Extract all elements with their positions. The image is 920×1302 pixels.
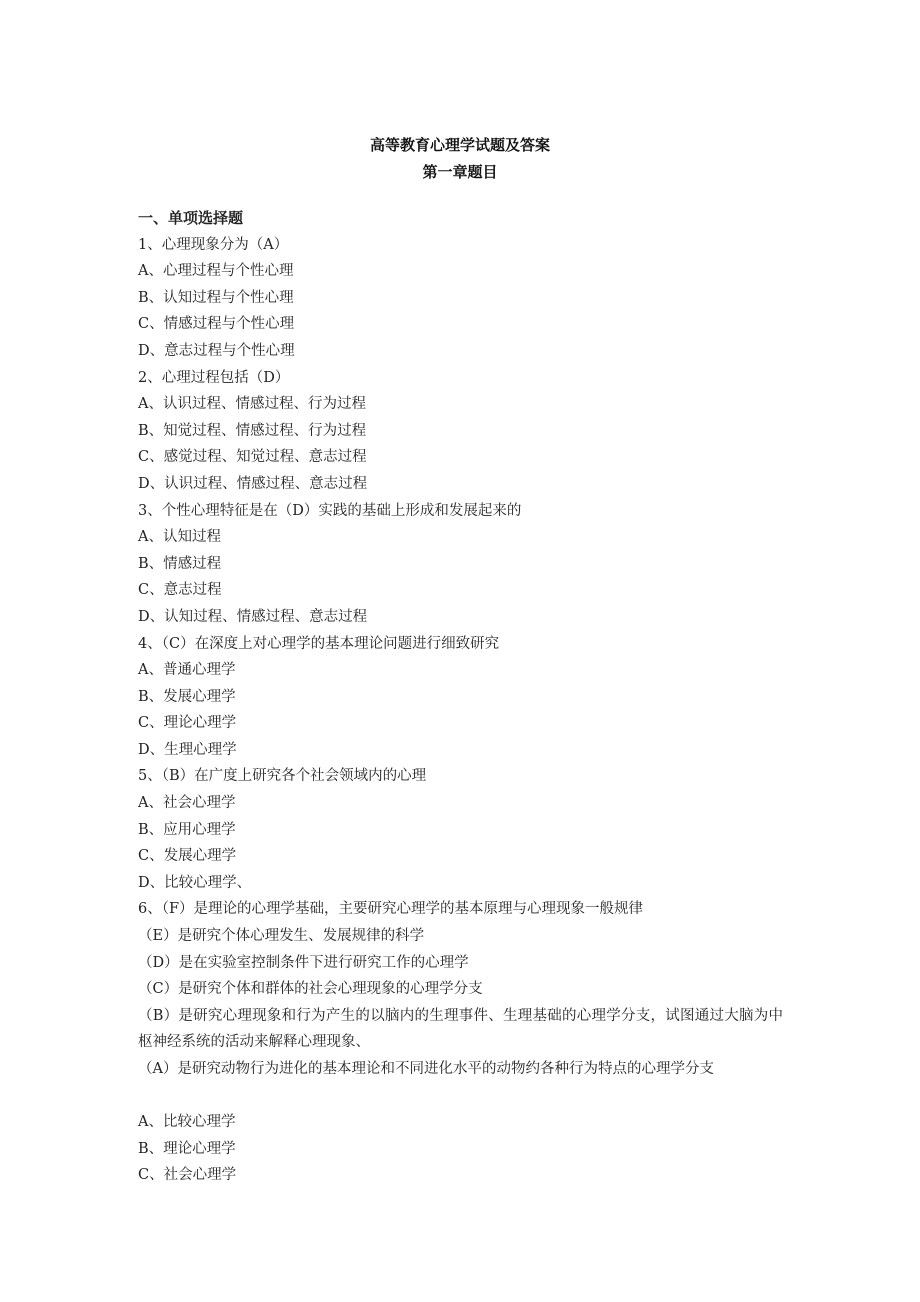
- question-3: 3、个性心理特征是在（D）实践的基础上形成和发展起来的: [138, 502, 522, 519]
- option-line: A、认识过程、情感过程、行为过程: [138, 396, 366, 413]
- option-line: D、比较心理学、: [138, 874, 252, 891]
- option-line: C、情感过程与个性心理: [138, 316, 295, 333]
- matching-item: （A）是研究动物行为进化的基本理论和不同进化水平的动物约各种行为特点的心理学分支: [138, 1061, 714, 1077]
- option-line: C、发展心理学: [138, 848, 237, 865]
- question-1: 1、心理现象分为（A）: [138, 236, 289, 253]
- document-body: [138, 205, 788, 1189]
- option-line: B、理论心理学: [138, 1140, 236, 1157]
- question-6: 6、（F）是理论的心理学基础，主要研究心理学的基本原理与心理现象一般规律: [138, 901, 644, 918]
- matching-item: （D）是在实验室控制条件下进行研究工作的心理学: [138, 954, 469, 971]
- option-line: A、心理过程与个性心理: [138, 263, 294, 280]
- blank-line: [138, 1083, 788, 1110]
- option-line: D、生理心理学: [138, 741, 237, 758]
- chapter-title: 第一章题目: [422, 163, 498, 181]
- question-2: 2、心理过程包括（D）: [138, 369, 290, 386]
- question-4: 4、（C）在深度上对心理学的基本理论问题进行细致研究: [138, 635, 500, 652]
- option-line: B、知觉过程、情感过程、行为过程: [138, 422, 367, 439]
- document-title: 高等教育心理学试题及答案: [369, 136, 550, 154]
- option-line: A、认知过程: [138, 529, 221, 546]
- matching-item: （B）是研究心理现象和行为产生的以脑内的生理事件、生理基础的心理学分支，试图通过大脑为中枢神经系统的活动来解释心理现象、: [138, 1007, 783, 1051]
- option-line: C、理论心理学: [138, 715, 237, 732]
- section-heading: 一、单项选择题: [138, 209, 244, 227]
- option-line: A、比较心理学: [138, 1114, 236, 1131]
- option-line: B、发展心理学: [138, 688, 236, 705]
- option-line: C、意志过程: [138, 582, 222, 599]
- option-line: B、情感过程: [138, 555, 222, 572]
- option-line: B、应用心理学: [138, 821, 236, 838]
- option-line: C、社会心理学: [138, 1167, 237, 1184]
- matching-item: （C）是研究个体和群体的社会心理现象的心理学分支: [138, 981, 483, 998]
- option-line: A、社会心理学: [138, 795, 236, 812]
- question-5: 5、（B）在广度上研究各个社会领域内的心理: [138, 768, 427, 785]
- option-line: D、认识过程、情感过程、意志过程: [138, 475, 368, 492]
- option-line: C、感觉过程、知觉过程、意志过程: [138, 449, 367, 466]
- matching-item: （E）是研究个体心理发生、发展规律的科学: [138, 928, 425, 945]
- option-line: D、认知过程、情感过程、意志过程: [138, 608, 368, 625]
- option-line: B、认知过程与个性心理: [138, 289, 294, 306]
- option-line: A、普通心理学: [138, 662, 236, 679]
- option-line: D、意志过程与个性心理: [138, 342, 295, 359]
